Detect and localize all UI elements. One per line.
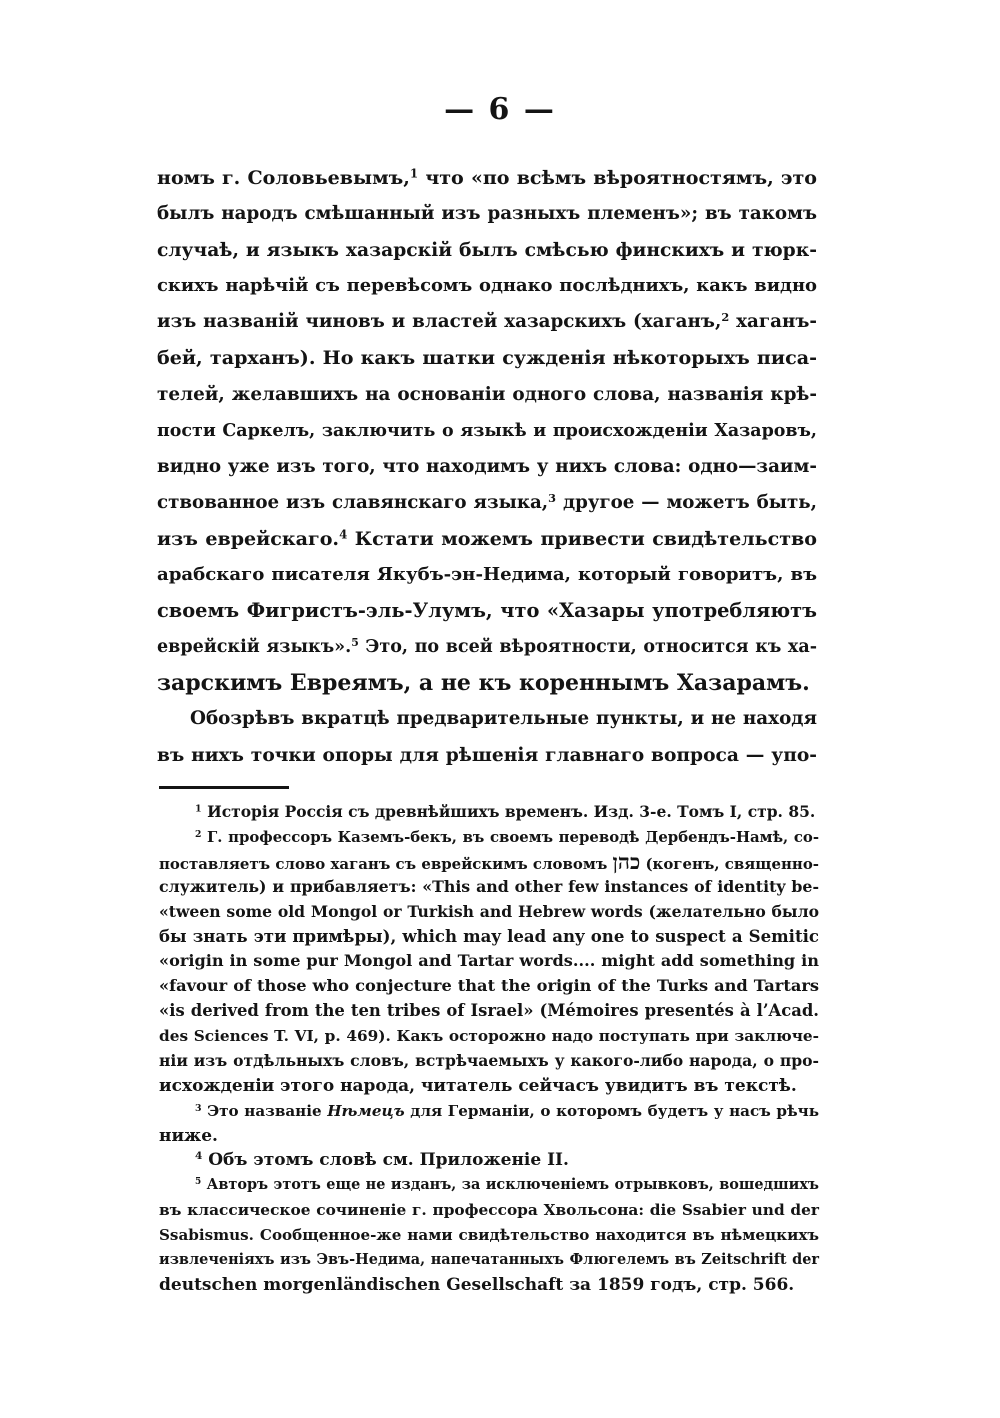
footnote-line: «tween some old Mongol or Turkish and Hebrew words (желательно было [159, 901, 819, 921]
text-line: зарскимъ Евреямъ, а не къ кореннымъ Хазарамъ. [157, 670, 810, 697]
footnote-number: 5 [195, 1177, 202, 1188]
footnote-ref[interactable]: 1 [409, 166, 419, 181]
footnote-line: des Sciences T. VI, p. 469). Какъ осторожно надо поступать при заключе- [159, 1027, 819, 1046]
text-line: изъ еврейскаго.$^4$ Кстати можемъ привести свидѣтельство [157, 527, 817, 550]
footnote-line: въ классическое сочиненіе г. профессора Хвольсона: die Ssabier und der [159, 1201, 819, 1220]
footnote-line: исхожденіи этого народа, читатель сейчасъ увидитъ въ текстѣ. [159, 1075, 797, 1096]
main-text [157, 160, 817, 774]
footnote-line: извлеченіяхъ изъ Эвъ-Недима, напечатанныхъ Флюгелемъ въ Zeitschrift der [159, 1251, 819, 1269]
footnote-number: 1 [195, 803, 202, 815]
footnote-line: поставляетъ слово хаганъ съ еврейскимъ словомъ כהן (когенъ, священно- [159, 848, 819, 874]
text-line: своемъ Фигристъ-эль-Улумъ, что «Хазары употребляютъ [157, 599, 817, 623]
text-line: арабскаго писателя Якубъ-эн-Недима, который говоритъ, въ [157, 564, 817, 586]
footnote-ref[interactable]: 4 [339, 527, 348, 542]
footnote-line: ниже. [159, 1125, 218, 1146]
footnote-ref[interactable]: 3 [548, 490, 557, 505]
footnote-line: служитель) и прибавляетъ: «This and other few instances of identity be- [159, 876, 819, 896]
footnote-number: 2 [195, 828, 202, 840]
footnote-line: «origin in some pur Mongol and Tartar words.... might add something in [159, 951, 819, 971]
footnote-2: $^2$ Г. профессоръ Каземъ-бекъ, въ своемъ переводѣ Дербендъ-Намѣ, со- [195, 827, 819, 846]
text-line: видно уже изъ того, что находимъ у нихъ слова: одно—заим- [157, 455, 817, 477]
footnote-line: deutschen morgenländischen Gesellschaft за 1859 годъ, стр. 566. [159, 1274, 795, 1295]
text-line: въ нихъ точки опоры для рѣшенія главнаго вопроса — упо- [157, 744, 817, 766]
footnote-line: «favour of those who conjecture that the origin of the Turks and Tartars [159, 976, 819, 996]
footnote-number: 4 [195, 1150, 203, 1163]
footnote-line: ніи изъ отдѣльныхъ словъ, встрѣчаемыхъ у какого-либо народа, о про- [159, 1050, 819, 1070]
text-line: еврейскій языкъ».$^5$ Это, по всей вѣроятности, относится къ ха- [157, 636, 817, 658]
footnote-ref[interactable]: 2 [721, 310, 730, 325]
footnote-ref[interactable]: 5 [351, 636, 359, 650]
footnote-3: $^3$ Это названіе Нѣмецъ для Германіи, о которомъ будетъ у насъ рѣчь [195, 1101, 819, 1120]
footnote-line: «is derived from the ten tribes of Israel» (Mémoires presentés à l’Acad. [159, 1001, 819, 1021]
footnote-4: $^4$ Объ этомъ словѣ см. Приложеніе II. [195, 1150, 569, 1171]
footnote-number: 3 [195, 1102, 202, 1114]
footnote-1: $^1$ Исторія Россія съ древнѣйшихъ временъ. Изд. 3-е. Томъ I, стр. 85. [195, 802, 816, 821]
text-line: скихъ нарѣчій съ перевѣсомъ однако послѣднихъ, какъ видно [157, 275, 817, 297]
text-line: бей, тарханъ). Но какъ шатки сужденія нѣкоторыхъ писа- [157, 346, 817, 370]
footnotes [159, 800, 819, 1298]
hebrew-word: כהן [612, 848, 641, 874]
text-line: пости Саркелъ, заключить о языкѣ и происхожденіи Хазаровъ, [157, 420, 817, 441]
page-number: — 6 — [444, 92, 556, 127]
footnote-line: бы знать эти примѣры), which may lead any one to suspect a Semitic [159, 926, 819, 947]
text-line: изъ названій чиновъ и властей хазарскихъ (хаганъ,$^2$ хаганъ- [157, 310, 817, 333]
text-line: Обозрѣвъ вкратцѣ предварительные пункты, и не находя [190, 708, 817, 730]
text-line: былъ народъ смѣшанный изъ разныхъ племенъ»; въ такомъ [157, 203, 817, 225]
text-line: телей, желавшихъ на основаніи одного слова, названія крѣ- [157, 383, 817, 405]
footnote-line: Ssabismus. Сообщенное-же нами свидѣтельство находится въ нѣмецкихъ [159, 1226, 819, 1245]
text-line: номъ г. Соловьевымъ,$^1$ что «по всѣмъ вѣроятностямъ, это [157, 166, 817, 189]
footnote-divider [159, 786, 289, 789]
text-line: случаѣ, и языкъ хазарскій былъ смѣсью финскихъ и тюрк- [157, 239, 817, 262]
text-line: ствованное изъ славянскаго языка,$^3$ другое — можетъ быть, [157, 490, 818, 513]
footnote-5: $^5$ Авторъ этотъ еще не изданъ, за исключеніемъ отрывковъ, вошедшихъ [195, 1176, 819, 1194]
